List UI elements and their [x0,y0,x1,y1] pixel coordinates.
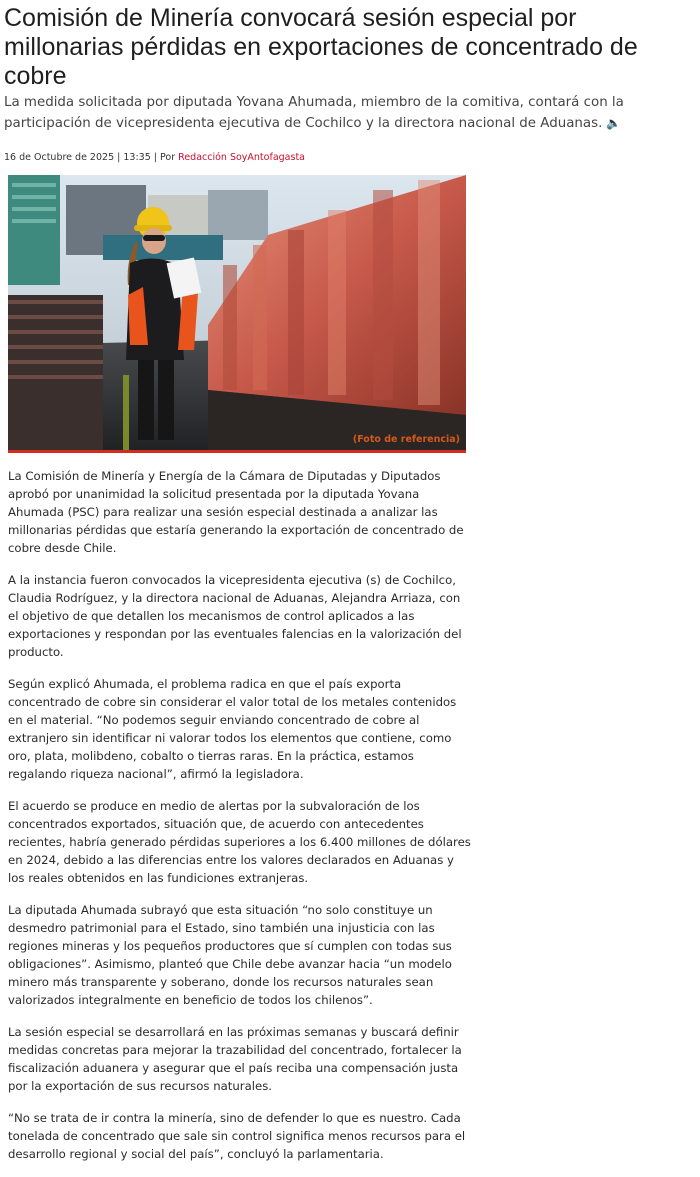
publish-time: 13:35 [123,152,151,163]
paragraph: La sesión especial se desarrollará en las próximas semanas y buscará definir medidas concretas para mejorar la trazabilidad del concentrado, fortalecer la fiscalización aduanera y asegurar que el país reciba una compensación justa por la exportación de sus recursos naturales. [8,1025,462,1093]
photo-illustration [8,175,466,450]
listen-speaker-icon[interactable]: 🔈 [606,116,622,130]
article-meta [4,152,305,163]
paragraph: La diputada Ahumada subrayó que esta situación “no solo constituye un desmedro patrimonial para el Estado, sino también una injusticia con las regiones mineras y los pequeños productores que sí cumplen con todas sus obligaciones”. Asimismo, planteó que Chile debe avanzar hacia “un modelo minero más transparente y soberano, donde los recursos naturales sean valorizados integralmente en beneficio de todos los chilenos”. [8,903,452,1007]
meta-separator-by: | Por [150,152,179,163]
article-subtitle [4,93,696,134]
article-body [8,467,474,1177]
publish-date: 16 de Octubre de 2025 [4,152,115,163]
author-link[interactable]: Redacción SoyAntofagasta [178,152,305,163]
paragraph: “No se trata de ir contra la minería, sino de defender lo que es nuestro. Cada tonelada de concentrado que sale sin control significa menos recursos para el desarrollo regional y social del país”, concluyó la parlamentaria. [8,1111,466,1161]
paragraph: El acuerdo se produce en medio de alertas por la subvaloración de los concentrados exportados, situación que, de acuerdo con antecedentes recientes, habría generado pérdidas superiores a los 6.400 millones de dólares en 2024, debido a las diferencias entre los valores declarados en Aduanas y los reales obtenidos en las fundiciones extranjeras. [8,799,471,885]
paragraph: Según explicó Ahumada, el problema radica en que el país exporta concentrado de cobre sin considerar el valor total de los metales contenidos en el material. “No podemos seguir enviando concentrado de cobre al extranjero sin identificar ni valorar todos los elementos que contiene, como oro, plata, molibdeno, cobalto o tierras raras. En la práctica, estamos regalando riqueza nacional”, afirmó la legisladora. [8,677,457,781]
meta-separator: | [114,152,124,163]
article-photo [8,175,466,453]
article-title: Comisión de Minería convocará sesión especial por millonarias pérdidas en exportaciones de concentrado de cobre [4,4,638,90]
paragraph: A la instancia fueron convocados la vicepresidenta ejecutiva (s) de Cochilco, Claudia Rodríguez, y la directora nacional de Aduanas, Alejandra Arriaza, con el objetivo de que detallen los mecanismos de control aplicados a las exportaciones y respondan por las eventuales falencias en la valorización del producto. [8,573,462,659]
paragraph: La Comisión de Minería y Energía de la Cámara de Diputadas y Diputados aprobó por unanimidad la solicitud presentada por la diputada Yovana Ahumada (PSC) para realizar una sesión especial destinada a analizar las millonarias pérdidas que estaría generando la exportación de concentrado de cobre desde Chile. [8,469,464,555]
photo-caption: (Foto de referencia) [352,434,460,445]
article-subtitle-text: La medida solicitada por diputada Yovana Ahumada, miembro de la comitiva, contará con la participación de vicepresidenta ejecutiva de Cochilco y la directora nacional de Aduanas. [4,95,624,131]
